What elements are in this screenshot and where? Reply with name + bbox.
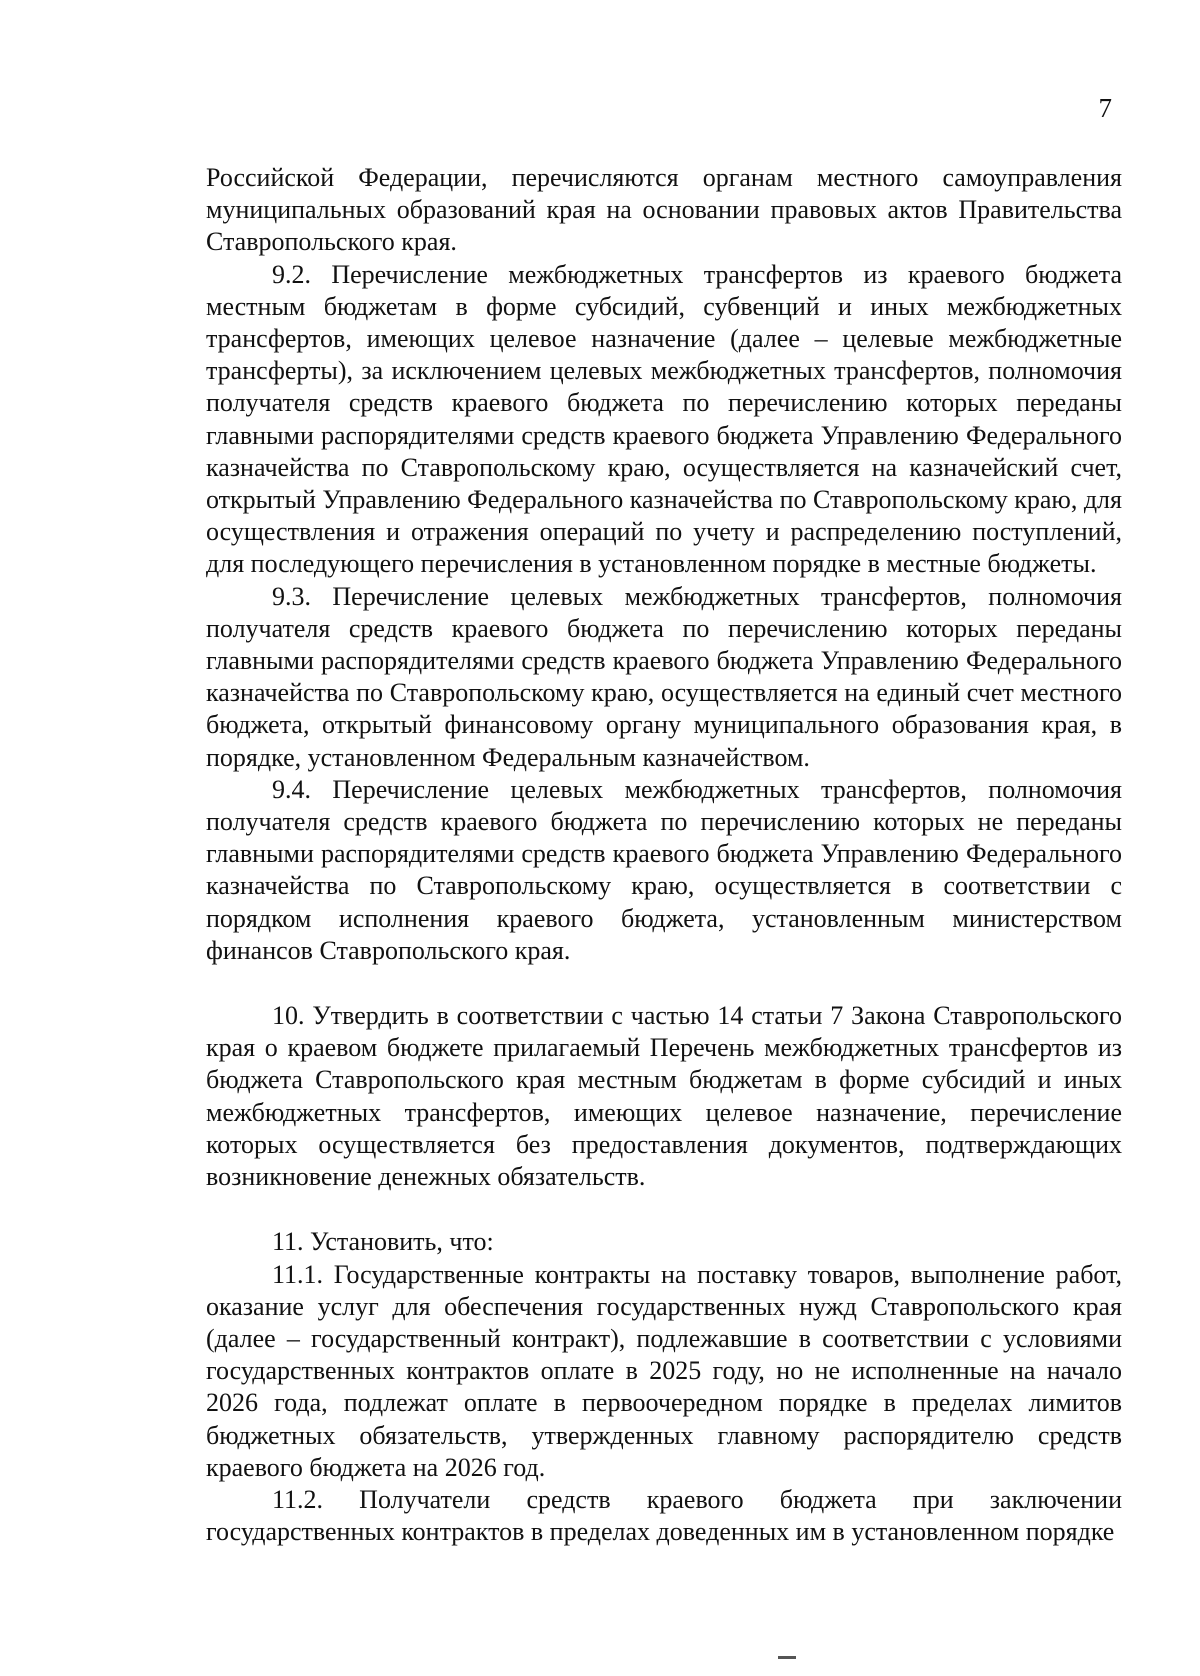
scan-artifact <box>778 1656 796 1659</box>
document-body <box>206 162 1122 1548</box>
paragraph-11: 11. Установить, что: <box>272 1227 494 1257</box>
paragraph-11-1: 11.1. Государственные контракты на поставку товаров, выполнение работ, оказание услуг для обеспечения государственных нужд Ставропольского края (далее – государственный контракт), подлежавшие в соответствии с условиями государственных контрактов оплате в 2025 году, но не исполненные на начало 2026 года, подлежат оплате в первоочередном порядке в пределах лимитов бюджетных обязательств, утвержденных главному распорядителю средств краевого бюджета на 2026 год. <box>206 1259 1122 1482</box>
paragraph-spacer <box>206 1193 1122 1226</box>
paragraph-9-1-continuation: Российской Федерации, перечисляются органам местного самоуправления муниципальных образований края на основании правовых актов Правительства Ставропольского края. <box>206 163 1122 257</box>
paragraph-11-2: 11.2. Получатели средств краевого бюджета при заключении государственных контрактов в пределах доведенных им в установленном порядке <box>206 1484 1122 1547</box>
paragraph-9-4: 9.4. Перечисление целевых межбюджетных трансфертов, полномочия получателя средств краевого бюджета по перечислению которых не переданы главными распорядителями средств краевого бюджета Управлению Федерального казначейства по Ставропольскому краю, осуществляется в соответствии с порядком исполнения краевого бюджета, установленным министерством финансов Ставропольского края. <box>206 774 1122 965</box>
paragraph-9-2: 9.2. Перечисление межбюджетных трансфертов из краевого бюджета местным бюджетам в форме субсидий, субвенций и иных межбюджетных трансфертов, имеющих целевое назначение (далее – целевые межбюджетные трансферты), за исключением целевых межбюджетных трансфертов, полномочия получателя средств краевого бюджета по перечислению которых переданы главными распорядителями средств краевого бюджета Управлению Федерального казначейства по Ставропольскому краю, осуществляется на казначейский счет, открытый Управлению Федерального казначейства по Ставропольскому краю, для осуществления и отражения операций по учету и распределению поступлений, для последующего перечисления в установленном порядке в местные бюджеты. <box>206 259 1122 579</box>
paragraph-10: 10. Утвердить в соответствии с частью 14 статьи 7 Закона Ставропольского края о краевом бюджете прилагаемый Перечень межбюджетных трансфертов из бюджета Ставропольского края местным бюджетам в форме субсидий и иных межбюджетных трансфертов, имеющих целевое назначение, перечисление которых осуществляется без предоставления документов, подтверждающих возникновение денежных обязательств. <box>206 1001 1122 1192</box>
page-number: 7 <box>1098 93 1112 123</box>
paragraph-9-3: 9.3. Перечисление целевых межбюджетных трансфертов, полномочия получателя средств краевого бюджета по перечислению которых переданы главными распорядителями средств краевого бюджета Управлению Федерального казначейства по Ставропольскому краю, осуществляется на единый счет местного бюджета, открытый финансовому органу муниципального образования края, в порядке, установленном Федеральным казначейством. <box>206 581 1122 772</box>
paragraph-spacer <box>206 967 1122 1000</box>
